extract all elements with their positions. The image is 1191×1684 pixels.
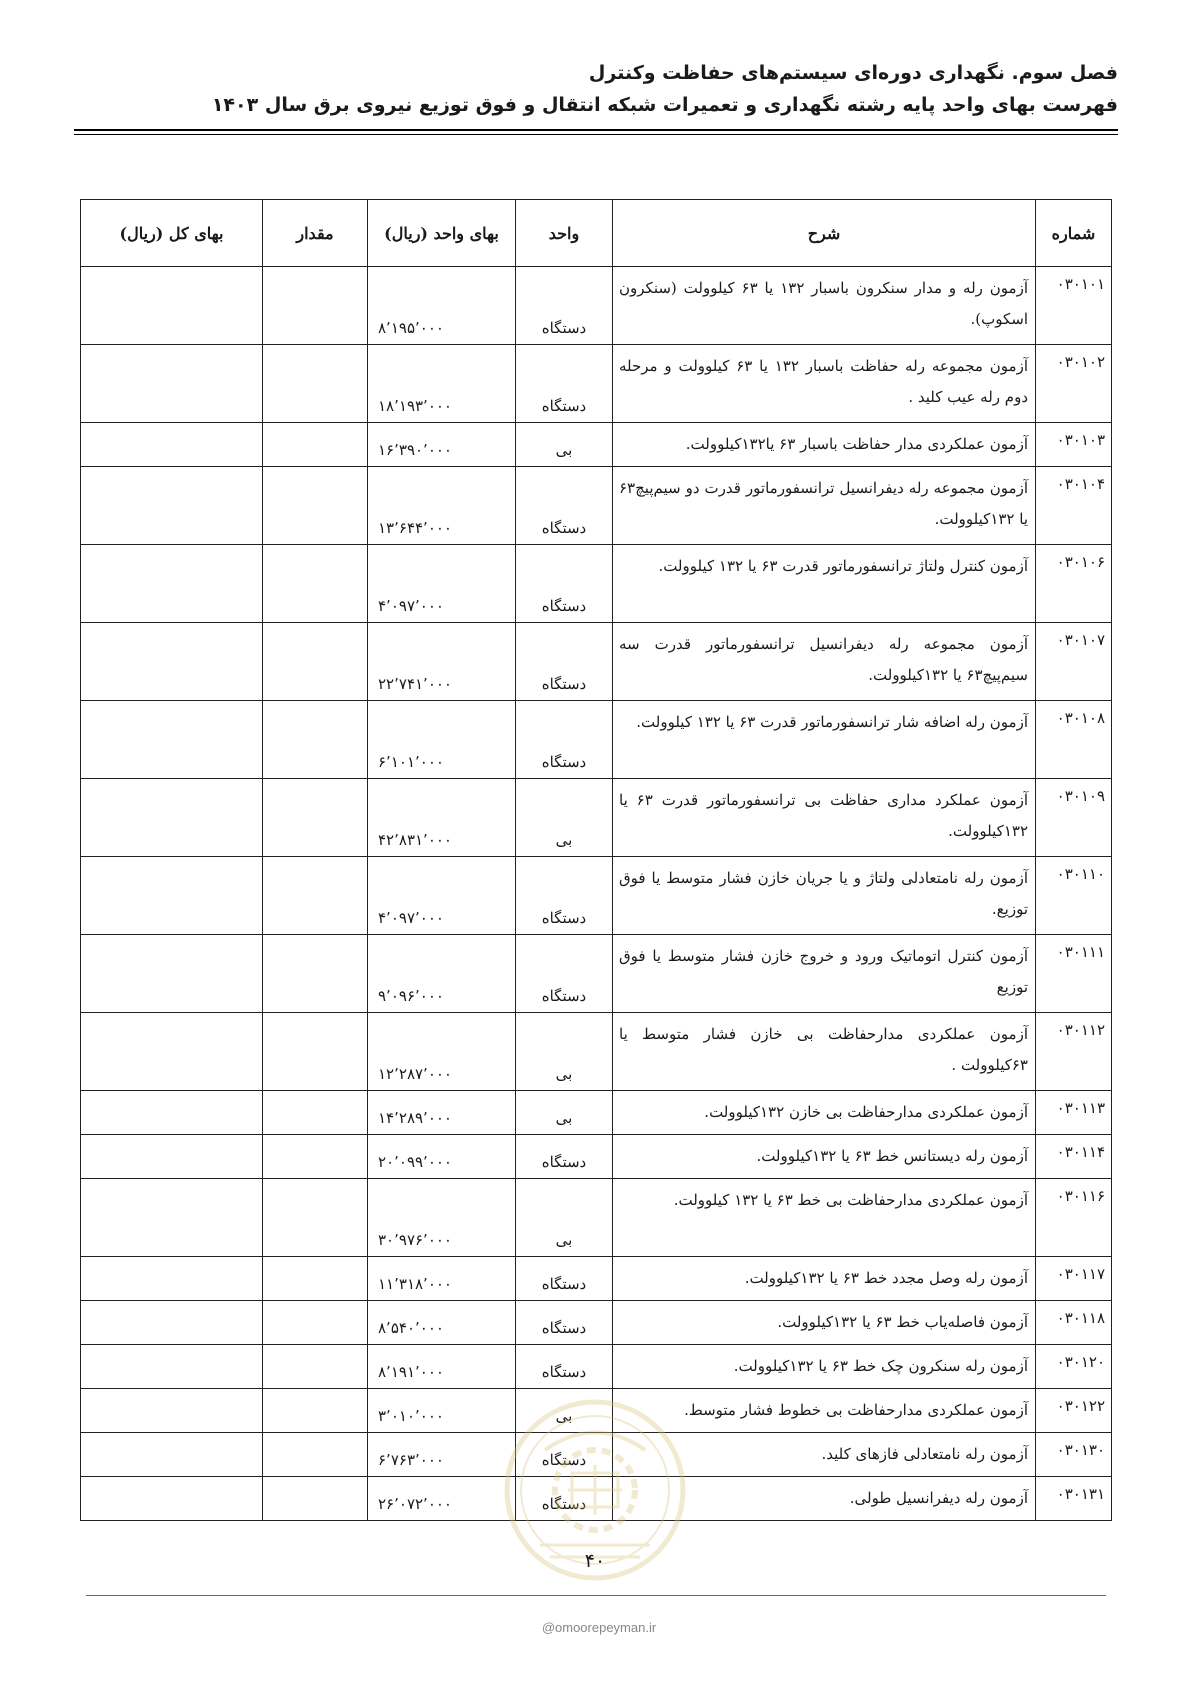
item-unit: بی: [516, 1179, 613, 1257]
item-quantity: [263, 1389, 368, 1433]
item-unit: دستگاه: [516, 1301, 613, 1345]
item-total: [81, 1389, 263, 1433]
item-unit-price: ۱۶٬۳۹۰٬۰۰۰: [368, 423, 516, 467]
item-unit-price: ۴٬۰۹۷٬۰۰۰: [368, 545, 516, 623]
item-description: آزمون فاصله‌یاب خط ۶۳ یا ۱۳۲کیلوولت.: [613, 1301, 1036, 1345]
item-description: آزمون عملکردی مدارحفاظت بی خازن ۱۳۲کیلوولت.: [613, 1091, 1036, 1135]
item-description: آزمون عملکردی مدارحفاظت بی خازن فشار متوسط یا ۶۳کیلوولت .: [613, 1013, 1036, 1091]
item-code: ۰۳۰۱۰۱: [1036, 267, 1112, 345]
item-unit: دستگاه: [516, 467, 613, 545]
table-row: [81, 467, 1112, 545]
item-total: [81, 779, 263, 857]
item-total: [81, 545, 263, 623]
item-description: آزمون عملکرد مداری حفاظت بی ترانسفورماتور قدرت ۶۳ یا ۱۳۲کیلوولت.: [613, 779, 1036, 857]
item-unit-price: ۴٬۰۹۷٬۰۰۰: [368, 857, 516, 935]
item-unit: دستگاه: [516, 1433, 613, 1477]
item-total: [81, 1091, 263, 1135]
item-total: [81, 345, 263, 423]
item-total: [81, 267, 263, 345]
item-unit-price: ۳۰٬۹۷۶٬۰۰۰: [368, 1179, 516, 1257]
table-row: [81, 345, 1112, 423]
table-row: [81, 267, 1112, 345]
item-unit: بی: [516, 779, 613, 857]
item-description: آزمون رله وصل مجدد خط ۶۳ یا ۱۳۲کیلوولت.: [613, 1257, 1036, 1301]
item-quantity: [263, 701, 368, 779]
item-quantity: [263, 267, 368, 345]
item-unit-price: ۱۱٬۳۱۸٬۰۰۰: [368, 1257, 516, 1301]
item-unit: بی: [516, 1389, 613, 1433]
item-code: ۰۳۰۱۱۰: [1036, 857, 1112, 935]
item-total: [81, 1135, 263, 1179]
item-description: آزمون رله دیستانس خط ۶۳ یا ۱۳۲کیلوولت.: [613, 1135, 1036, 1179]
header-rule-thin: [74, 134, 1118, 135]
item-total: [81, 935, 263, 1013]
table-row: [81, 1257, 1112, 1301]
item-unit: دستگاه: [516, 1257, 613, 1301]
item-unit-price: ۳٬۰۱۰٬۰۰۰: [368, 1389, 516, 1433]
header-rule-thick: [74, 129, 1118, 131]
item-description: آزمون رله و مدار سنکرون باسبار ۱۳۲ یا ۶۳ کیلوولت (سنکرون اسکوپ).: [613, 267, 1036, 345]
list-title: فهرست بهای واحد پایه رشته نگهداری و تعمیرات شبکه انتقال و فوق توزیع نیروی برق سال ۱۴۰۳: [211, 94, 1118, 116]
table-row: [81, 1013, 1112, 1091]
column-header-unit: واحد: [516, 200, 613, 267]
item-unit-price: ۹٬۰۹۶٬۰۰۰: [368, 935, 516, 1013]
table-row: [81, 779, 1112, 857]
item-total: [81, 1013, 263, 1091]
price-list-table: [80, 199, 1112, 1521]
item-code: ۰۳۰۱۰۲: [1036, 345, 1112, 423]
item-quantity: [263, 1301, 368, 1345]
item-code: ۰۳۰۱۱۱: [1036, 935, 1112, 1013]
table-row: [81, 423, 1112, 467]
item-quantity: [263, 857, 368, 935]
page-header: [74, 58, 1118, 120]
item-total: [81, 423, 263, 467]
item-description: آزمون کنترل اتوماتیک ورود و خروج خازن فشار متوسط یا فوق توزیع: [613, 935, 1036, 1013]
item-unit-price: ۶٬۱۰۱٬۰۰۰: [368, 701, 516, 779]
item-quantity: [263, 1477, 368, 1521]
item-unit: دستگاه: [516, 345, 613, 423]
item-quantity: [263, 1345, 368, 1389]
item-unit: دستگاه: [516, 701, 613, 779]
item-description: آزمون رله نامتعادلی فازهای کلید.: [613, 1433, 1036, 1477]
item-quantity: [263, 1135, 368, 1179]
item-description: آزمون رله اضافه شار ترانسفورماتور قدرت ۶۳ یا ۱۳۲ کیلوولت.: [613, 701, 1036, 779]
item-quantity: [263, 1091, 368, 1135]
item-description: آزمون عملکردی مدارحفاظت بی خط ۶۳ یا ۱۳۲ کیلوولت.: [613, 1179, 1036, 1257]
chapter-title: فصل سوم. نگهداری دوره‌ای سیستم‌های حفاظت وکنترل: [588, 62, 1118, 84]
footer-rule: [86, 1595, 1106, 1596]
item-unit: دستگاه: [516, 1477, 613, 1521]
item-code: ۰۳۰۱۱۷: [1036, 1257, 1112, 1301]
item-unit-price: ۱۸٬۱۹۳٬۰۰۰: [368, 345, 516, 423]
item-total: [81, 701, 263, 779]
item-unit: دستگاه: [516, 267, 613, 345]
item-total: [81, 857, 263, 935]
item-quantity: [263, 1257, 368, 1301]
item-unit-price: ۲۰٬۰۹۹٬۰۰۰: [368, 1135, 516, 1179]
item-unit: دستگاه: [516, 545, 613, 623]
item-description: آزمون مجموعه رله دیفرانسیل ترانسفورماتور قدرت دو سیم‌پیچ۶۳ یا ۱۳۲کیلوولت.: [613, 467, 1036, 545]
item-unit-price: ۱۲٬۲۸۷٬۰۰۰: [368, 1013, 516, 1091]
item-code: ۰۳۰۱۳۰: [1036, 1433, 1112, 1477]
page-number: ۴۰: [584, 1550, 606, 1572]
table-row: [81, 1301, 1112, 1345]
item-code: ۰۳۰۱۱۲: [1036, 1013, 1112, 1091]
item-code: ۰۳۰۱۰۹: [1036, 779, 1112, 857]
item-unit: بی: [516, 1091, 613, 1135]
table-row: [81, 1091, 1112, 1135]
item-unit-price: ۸٬۱۹۵٬۰۰۰: [368, 267, 516, 345]
item-total: [81, 1345, 263, 1389]
item-quantity: [263, 779, 368, 857]
item-quantity: [263, 1179, 368, 1257]
item-quantity: [263, 623, 368, 701]
column-header-unit-price: بهای واحد (ریال): [368, 200, 516, 267]
item-code: ۰۳۰۱۲۲: [1036, 1389, 1112, 1433]
item-code: ۰۳۰۱۱۳: [1036, 1091, 1112, 1135]
item-total: [81, 1477, 263, 1521]
website-watermark: @omoorepeyman.ir: [541, 1620, 657, 1635]
item-code: ۰۳۰۱۰۷: [1036, 623, 1112, 701]
item-description: آزمون رله سنکرون چک خط ۶۳ یا ۱۳۲کیلوولت.: [613, 1345, 1036, 1389]
item-total: [81, 1257, 263, 1301]
item-unit-price: ۴۲٬۸۳۱٬۰۰۰: [368, 779, 516, 857]
item-code: ۰۳۰۱۱۶: [1036, 1179, 1112, 1257]
item-description: آزمون کنترل ولتاژ ترانسفورماتور قدرت ۶۳ یا ۱۳۲ کیلوولت.: [613, 545, 1036, 623]
table-row: [81, 935, 1112, 1013]
item-quantity: [263, 345, 368, 423]
item-code: ۰۳۰۱۰۴: [1036, 467, 1112, 545]
item-unit: دستگاه: [516, 1135, 613, 1179]
item-description: آزمون مجموعه رله دیفرانسیل ترانسفورماتور قدرت سه سیم‌پیچ۶۳ یا ۱۳۲کیلوولت.: [613, 623, 1036, 701]
item-unit: دستگاه: [516, 623, 613, 701]
item-description: آزمون مجموعه رله حفاظت باسبار ۱۳۲ یا ۶۳ کیلوولت و مرحله دوم رله عیب کلید .: [613, 345, 1036, 423]
item-unit-price: ۱۳٬۶۴۴٬۰۰۰: [368, 467, 516, 545]
item-unit: بی: [516, 423, 613, 467]
item-description: آزمون رله دیفرانسیل طولی.: [613, 1477, 1036, 1521]
table-header-row: [81, 200, 1112, 267]
table-row: [81, 1135, 1112, 1179]
column-header-total-price: بهای کل (ریال): [81, 200, 263, 267]
item-unit: دستگاه: [516, 857, 613, 935]
item-quantity: [263, 1013, 368, 1091]
column-header-code: شماره: [1036, 200, 1112, 267]
item-unit-price: ۶٬۷۶۳٬۰۰۰: [368, 1433, 516, 1477]
item-unit-price: ۲۲٬۷۴۱٬۰۰۰: [368, 623, 516, 701]
item-description: آزمون رله نامتعادلی ولتاژ و یا جریان خازن فشار متوسط یا فوق توزیع.: [613, 857, 1036, 935]
column-header-description: شرح: [613, 200, 1036, 267]
table-row: [81, 1179, 1112, 1257]
table-row: [81, 1345, 1112, 1389]
item-quantity: [263, 545, 368, 623]
item-unit-price: ۸٬۱۹۱٬۰۰۰: [368, 1345, 516, 1389]
column-header-quantity: مقدار: [263, 200, 368, 267]
item-quantity: [263, 935, 368, 1013]
item-total: [81, 623, 263, 701]
item-code: ۰۳۰۱۰۳: [1036, 423, 1112, 467]
item-total: [81, 1179, 263, 1257]
item-unit: دستگاه: [516, 1345, 613, 1389]
table-row: [81, 701, 1112, 779]
item-quantity: [263, 467, 368, 545]
item-code: ۰۳۰۱۲۰: [1036, 1345, 1112, 1389]
item-unit-price: ۸٬۵۴۰٬۰۰۰: [368, 1301, 516, 1345]
item-unit: بی: [516, 1013, 613, 1091]
item-total: [81, 467, 263, 545]
item-description: آزمون عملکردی مدار حفاظت باسبار ۶۳ یا۱۳۲کیلوولت.: [613, 423, 1036, 467]
item-code: ۰۳۰۱۱۴: [1036, 1135, 1112, 1179]
item-total: [81, 1301, 263, 1345]
table-row: [81, 545, 1112, 623]
item-quantity: [263, 1433, 368, 1477]
item-code: ۰۳۰۱۰۸: [1036, 701, 1112, 779]
item-code: ۰۳۰۱۱۸: [1036, 1301, 1112, 1345]
item-code: ۰۳۰۱۰۶: [1036, 545, 1112, 623]
item-description: آزمون عملکردی مدارحفاظت بی خطوط فشار متوسط.: [613, 1389, 1036, 1433]
item-unit: دستگاه: [516, 935, 613, 1013]
item-total: [81, 1433, 263, 1477]
table-row: [81, 857, 1112, 935]
table-row: [81, 623, 1112, 701]
item-unit-price: ۲۶٬۰۷۲٬۰۰۰: [368, 1477, 516, 1521]
item-quantity: [263, 423, 368, 467]
item-code: ۰۳۰۱۳۱: [1036, 1477, 1112, 1521]
item-unit-price: ۱۴٬۲۸۹٬۰۰۰: [368, 1091, 516, 1135]
